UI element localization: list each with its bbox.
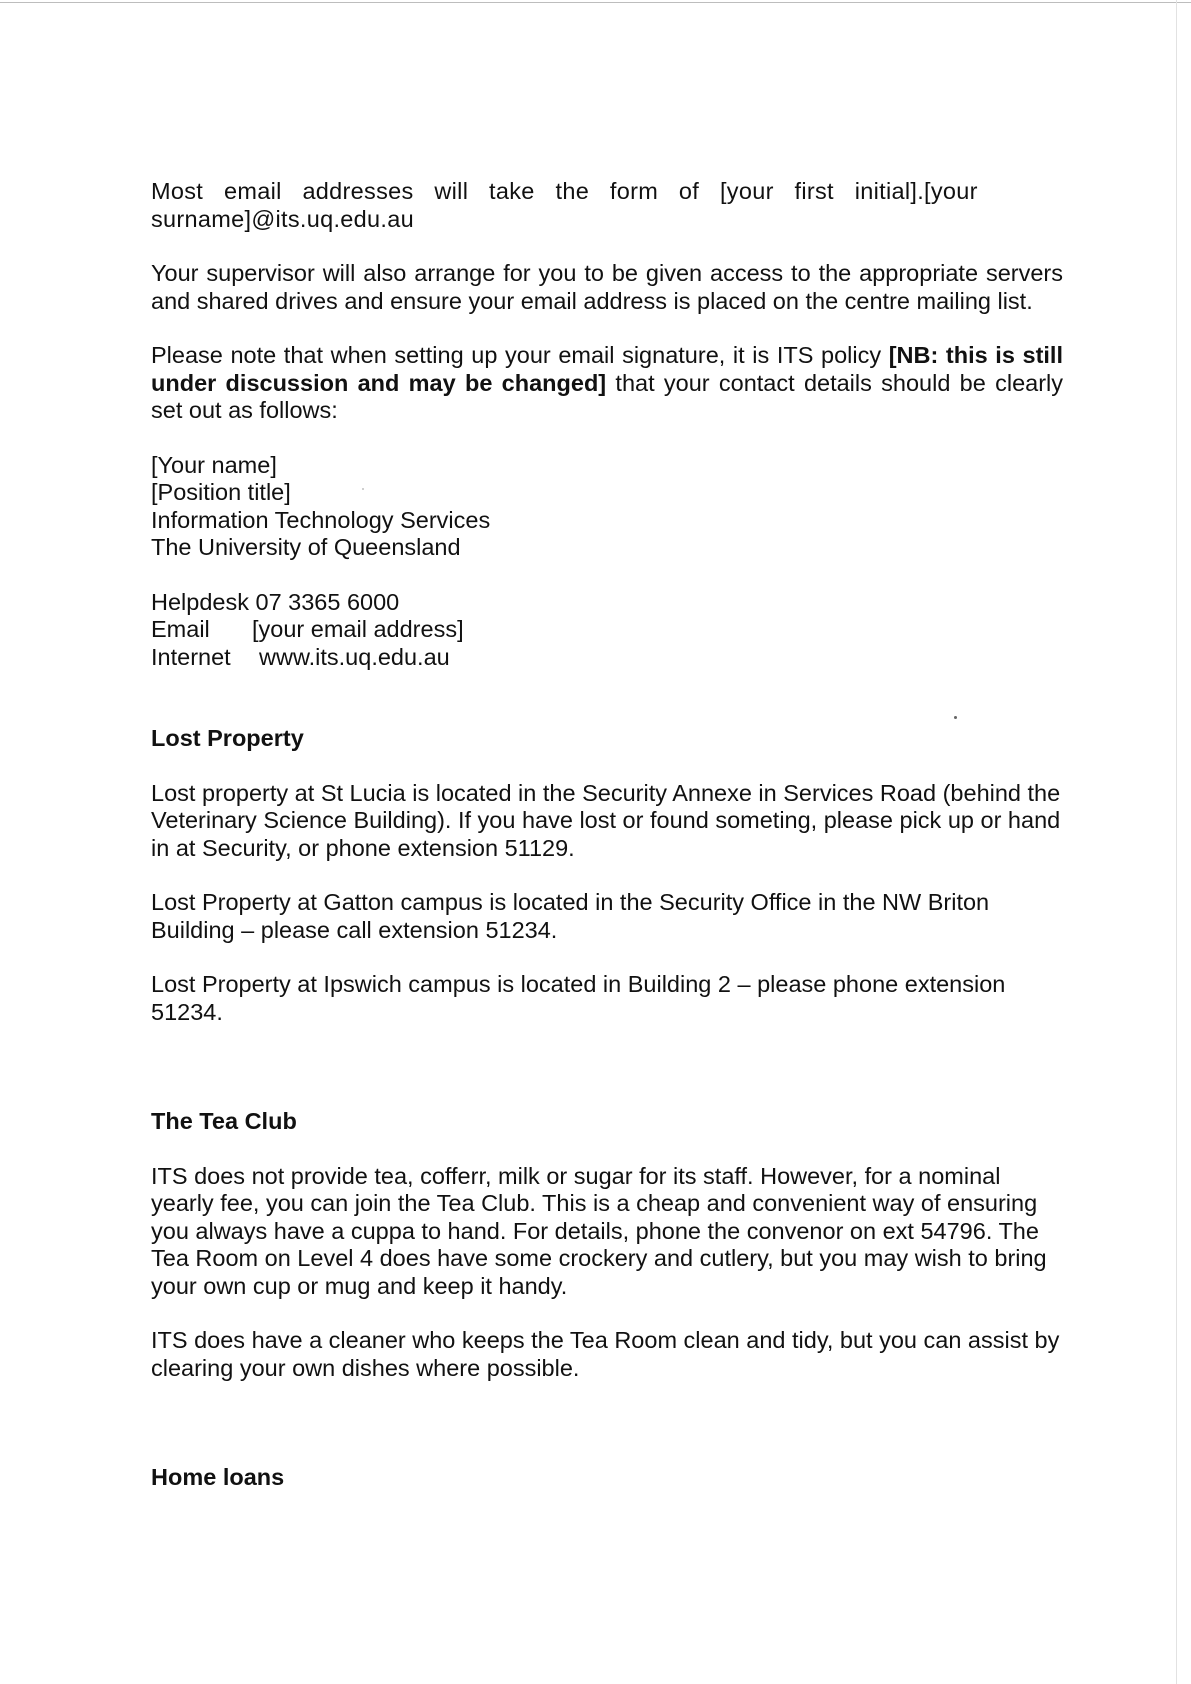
lost-property-gatton: Lost Property at Gatton campus is located in the Security Office in the NW Briton Building – please call extension 51234. <box>151 889 990 943</box>
signature-position: [Position title] <box>151 479 291 505</box>
signature-university: The University of Queensland <box>151 534 461 560</box>
signature-intro-text-end: that your contact details should be clearly set out as follows: <box>151 369 1064 423</box>
signature-intro-paragraph <box>151 342 1063 425</box>
tea-club-paragraph-1: ITS does not provide tea, cofferr, milk or sugar for its staff. However, for a nominal yearly fee, you can join the Tea Club. This is a cheap and convenient way of ensuring you always have a cuppa to hand. For details, phone the convenor on ext 54796. The Tea Room on Level 4 does have some crockery and cutlery, but you may wish to bring your own cup or mug and keep it handy. <box>151 1162 1047 1299</box>
signature-intro-note: [NB: this is still under discussion and may be changed] <box>151 342 1063 396</box>
contact-email-value: [your email address] <box>252 616 464 642</box>
scan-top-edge <box>0 2 1191 3</box>
scan-right-edge <box>1176 0 1177 1684</box>
signature-intro-text: Please note that when setting up your email signature, it is ITS policy <box>151 342 889 368</box>
signature-department: Information Technology Services <box>151 506 491 533</box>
home-loans-heading: Home loans <box>151 1464 285 1490</box>
contact-email-row <box>151 616 1063 644</box>
tea-club-heading: The Tea Club <box>151 1108 297 1134</box>
signature-block <box>151 452 1063 562</box>
contact-block <box>151 589 1063 672</box>
contact-internet-value: www.its.uq.edu.au <box>259 643 450 670</box>
email-form-paragraph <box>151 178 1063 233</box>
document-body <box>151 178 1063 1519</box>
email-form-line-1: Most email addresses will take the form of [your first initial].[your <box>151 178 978 204</box>
lost-property-ipswich: Lost Property at Ipswich campus is located in Building 2 – please phone extension 51234. <box>151 971 1006 1025</box>
email-form-line-2: surname]@its.uq.edu.au <box>151 205 414 232</box>
tea-club-paragraph-2: ITS does have a cleaner who keeps the Tea Room clean and tidy, but you can assist by clearing your own dishes where possible. <box>151 1327 1060 1381</box>
supervisor-paragraph: Your supervisor will also arrange for you to be given access to the appropriate servers and shared drives and ensure your email address is placed on the centre mailing list. <box>151 260 1063 314</box>
contact-internet-row <box>151 644 1063 672</box>
contact-internet-label: Internet <box>151 643 231 670</box>
signature-name: [Your name] <box>151 451 277 478</box>
lost-property-heading: Lost Property <box>151 725 304 751</box>
lost-property-st-lucia: Lost property at St Lucia is located in the Security Annexe in Services Road (behind the Veterinary Science Building). If you have lost or found someting, please pick up or hand in at Security, or phone extension 51129. <box>151 779 1061 861</box>
contact-helpdesk: Helpdesk 07 3365 6000 <box>151 588 400 615</box>
contact-email-label: Email <box>151 616 210 642</box>
